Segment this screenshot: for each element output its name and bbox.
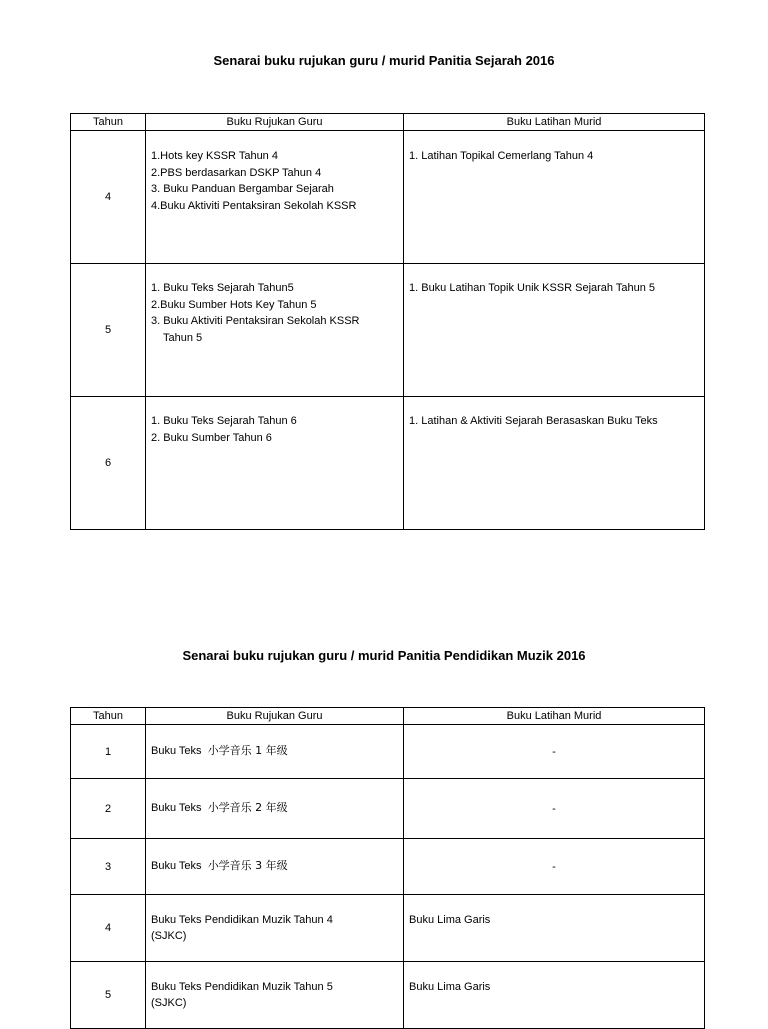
murid-cell: [404, 962, 705, 1029]
murid-item: 1. Latihan & Aktiviti Sejarah Berasaskan Buku Teks: [409, 415, 658, 427]
table-row: [71, 725, 705, 779]
guru-item: 3. Buku Panduan Bergambar Sejarah: [151, 183, 334, 195]
table-header-row: [71, 708, 705, 725]
guru-prefix: Buku Teks: [151, 745, 202, 758]
sejarah-title: Senarai buku rujukan guru / murid Panitia Sejarah 2016: [213, 53, 555, 68]
guru-item: (SJKC): [151, 930, 187, 942]
table-row: [71, 895, 705, 962]
guru-cell: [146, 131, 404, 264]
guru-cell: [146, 264, 404, 397]
guru-prefix: Buku Teks: [151, 802, 202, 815]
header-buku-rujukan-guru: Buku Rujukan Guru: [146, 708, 404, 725]
table-row: [71, 397, 705, 530]
guru-cell: [146, 725, 404, 779]
year-cell: 6: [71, 397, 146, 530]
header-tahun: Tahun: [71, 708, 146, 725]
guru-item: 1.Hots key KSSR Tahun 4: [151, 150, 278, 162]
guru-cell: [146, 839, 404, 895]
muzik-title: Senarai buku rujukan guru / murid Panitia Pendidikan Muzik 2016: [182, 648, 586, 663]
guru-item: Buku Teks Pendidikan Muzik Tahun 5: [151, 980, 333, 993]
year-cell: 5: [71, 264, 146, 397]
murid-cell: -: [404, 839, 705, 895]
murid-cell: [404, 264, 705, 397]
year-cell: 3: [71, 839, 146, 895]
murid-item: Buku Lima Garis: [409, 980, 491, 993]
murid-item: 1. Latihan Topikal Cemerlang Tahun 4: [409, 150, 594, 162]
table-header-row: [71, 114, 705, 131]
guru-item: 2. Buku Sumber Tahun 6: [151, 431, 272, 444]
year-cell: 2: [71, 779, 146, 839]
header-buku-rujukan-guru: Buku Rujukan Guru: [146, 114, 404, 131]
murid-item: Buku Lima Garis: [409, 913, 491, 926]
murid-cell: [404, 397, 705, 530]
murid-item: 1. Buku Latihan Topik Unik KSSR Sejarah Tahun 5: [409, 282, 656, 294]
sejarah-table: [70, 113, 705, 530]
muzik-table: [70, 707, 705, 1029]
year-cell: 5: [71, 962, 146, 1029]
murid-cell: -: [404, 779, 705, 839]
guru-cell: [146, 895, 404, 962]
table-row: [71, 264, 705, 397]
guru-cell: [146, 779, 404, 839]
guru-cjk-title: 小学音乐 1 年级: [207, 744, 288, 758]
table-row: [71, 779, 705, 839]
table-row: [71, 962, 705, 1029]
guru-cjk-title: 小学音乐 3 年级: [207, 859, 288, 873]
guru-item: Buku Teks Pendidikan Muzik Tahun 4: [151, 913, 333, 926]
year-cell: 4: [71, 131, 146, 264]
guru-prefix: Buku Teks: [151, 860, 202, 873]
guru-item: (SJKC): [151, 997, 187, 1009]
header-tahun: Tahun: [71, 114, 146, 131]
guru-item: 4.Buku Aktiviti Pentaksiran Sekolah KSSR: [151, 199, 357, 212]
guru-item: 1. Buku Teks Sejarah Tahun 6: [151, 415, 297, 427]
table-row: [71, 131, 705, 264]
guru-cell: [146, 397, 404, 530]
guru-item: 3. Buku Aktiviti Pentaksiran Sekolah KSSR: [151, 315, 360, 327]
guru-cjk-title: 小学音乐 2 年级: [207, 801, 288, 815]
table-row: [71, 839, 705, 895]
murid-cell: -: [404, 725, 705, 779]
header-buku-latihan-murid: Buku Latihan Murid: [404, 708, 705, 725]
murid-cell: [404, 895, 705, 962]
guru-item: Tahun 5: [163, 331, 203, 344]
header-buku-latihan-murid: Buku Latihan Murid: [404, 114, 705, 131]
year-cell: 4: [71, 895, 146, 962]
guru-item: 1. Buku Teks Sejarah Tahun5: [151, 282, 294, 294]
guru-item: 2.Buku Sumber Hots Key Tahun 5: [151, 298, 317, 311]
year-cell: 1: [71, 725, 146, 779]
guru-cell: [146, 962, 404, 1029]
guru-item: 2.PBS berdasarkan DSKP Tahun 4: [151, 166, 322, 179]
murid-cell: [404, 131, 705, 264]
